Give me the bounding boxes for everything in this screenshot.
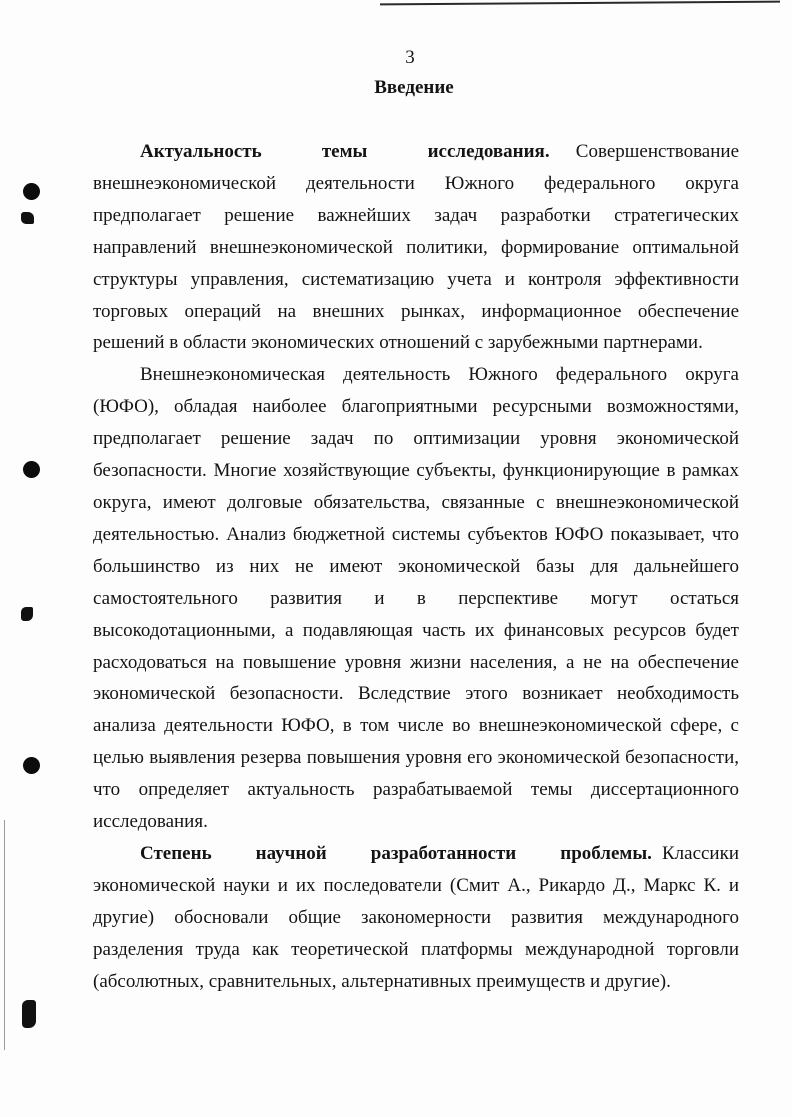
punch-hole-1 xyxy=(23,183,40,200)
paragraph-lead: Актуальность темы исследования. xyxy=(140,141,550,162)
paragraph-text: Внешнеэкономическая деятельность Южного федерального округа (ЮФО), обладая наиболее благоприятными ресурсными возможностями, предполагает решение задач по оптимизации уровня экономической безопасности. Многие хозяйствующие субъекты, функционирующие в рамках округа, имеют долговые обязательства, связанные с внешнеэкономической деятельностью. Анализ бюджетной системы субъектов ЮФО показывает, что большинство из них не имеют экономической базы для дальнейшего самостоятельного развития и в перспективе могут остаться высокодотационными, а подавляющая часть их финансовых ресурсов будет расходоваться на повышение уровня жизни населения, а не на обеспечение экономической безопасности. Вследствие этого возникает необходимость анализа деятельности ЮФО, в том числе во внешнеэкономической сфере, с целью выявления резерва повышения уровня его экономической безопасности, что определяет актуальность разрабатываемой темы диссертационного исследования. xyxy=(93,364,739,833)
scan-edge-left xyxy=(4,820,5,1050)
punch-hole-3 xyxy=(23,757,40,774)
scan-mark-1 xyxy=(21,212,34,224)
paragraph-text: Совершенствование внешнеэкономической деятельности Южного федерального округа предполагает решение важнейших задач разработки стратегических направлений внешнеэкономической политики, формирование оптимальной структуры управления, систематизацию учета и контроля эффективности торговых операций на внешних рынках, информационное обеспечение решений в области экономических отношений с зарубежными партнерами. xyxy=(93,141,740,354)
section-heading: Введение xyxy=(374,77,454,98)
body-text xyxy=(93,136,739,997)
scan-mark-2 xyxy=(21,607,33,621)
paragraph-foreign-trade xyxy=(93,359,739,838)
paragraph-research-degree xyxy=(93,838,739,998)
punch-hole-2 xyxy=(23,461,40,478)
page-number: 3 xyxy=(405,47,415,68)
paragraph-relevance xyxy=(93,136,739,359)
paragraph-text: Классики экономической науки и их последователи (Смит А., Рикардо Д., Маркс К. и другие) обосновали общие закономерности развития международного разделения труда как теоретической платформы международной торговли (абсолютных, сравнительных, альтернативных преимуществ и другие). xyxy=(93,842,739,992)
scan-edge-top xyxy=(380,1,780,6)
scan-mark-3 xyxy=(22,1000,36,1028)
paragraph-lead: Степень научной разработанности проблемы. xyxy=(140,842,652,864)
